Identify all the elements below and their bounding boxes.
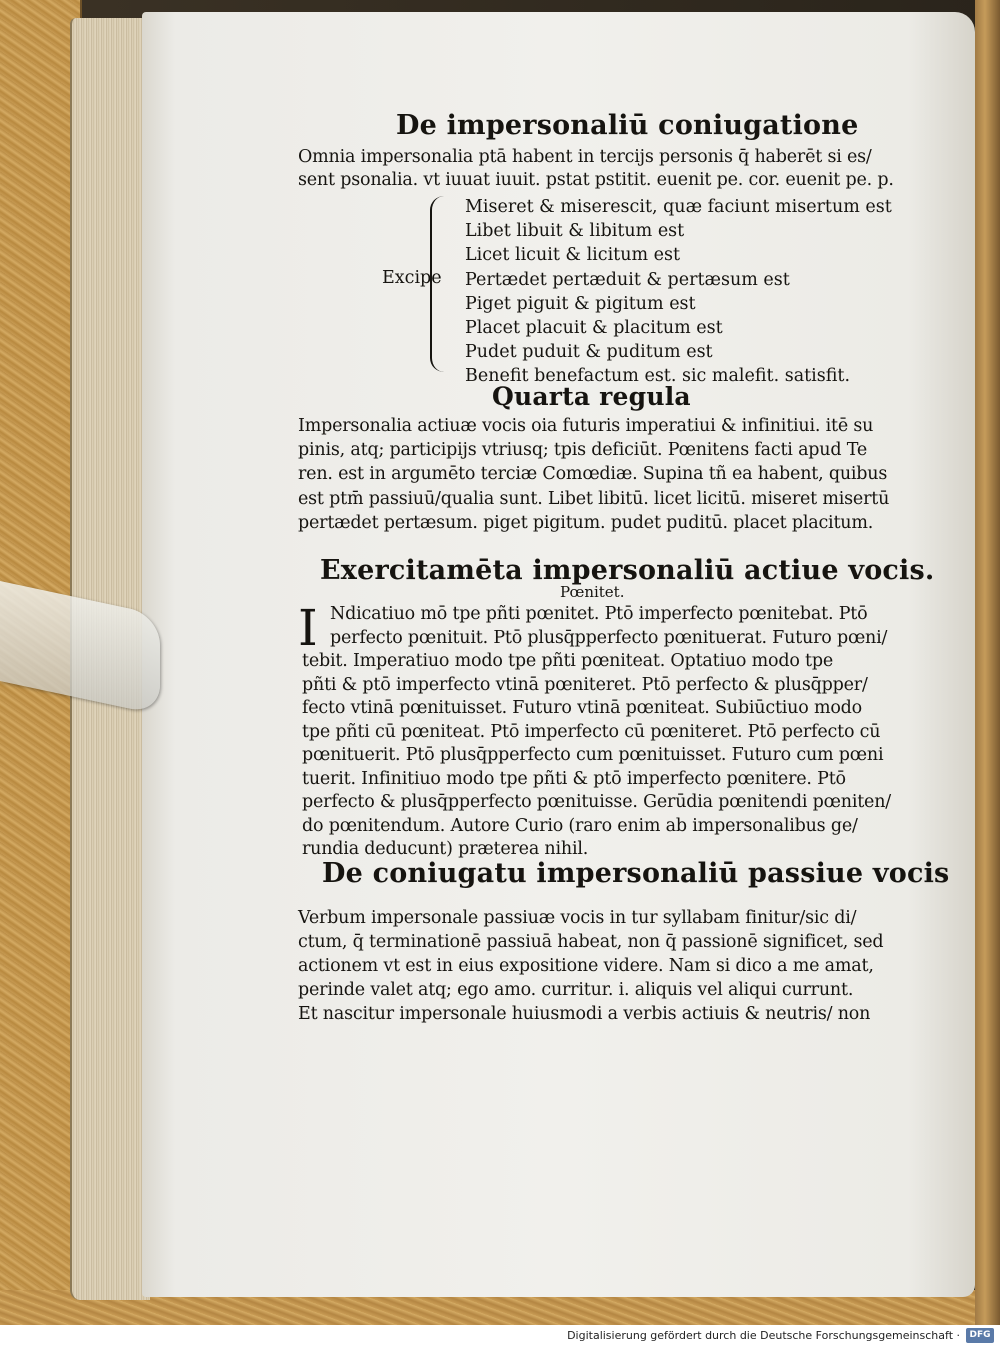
subheading-poenitet: Pœnitet. xyxy=(560,583,625,601)
heading-quarta-regula: Quarta regula xyxy=(492,382,691,411)
drop-cap: I xyxy=(298,599,318,657)
text-line: Et nascitur impersonale huiusmodi a verbis actiuis & neutris/ non xyxy=(298,1004,871,1024)
list-item: Pertædet pertæduit & pertæsum est xyxy=(465,269,790,290)
text-line: ctum, q̄ terminationē passiuā habeat, non q̄ passionē significet, sed xyxy=(298,932,884,952)
text-line: Verbum impersonale passiuæ vocis in tur syllabam finitur/sic di/ xyxy=(298,908,857,928)
book-cover-right xyxy=(975,0,1000,1325)
list-item: Miseret & miserescit, quæ faciunt misertum est xyxy=(465,197,892,217)
text-line: pñti & ptō imperfecto vtinā pœniteret. Ptō perfecto & plusq̄pper/ xyxy=(302,674,868,695)
list-item: Piget piguit & pigitum est xyxy=(465,293,696,314)
text-line: pœnituerit. Ptō plusq̄pperfecto cum pœnituisset. Futuro cum pœni xyxy=(302,745,884,765)
list-item: Pudet puduit & puditum est xyxy=(465,342,713,363)
paragraph-1 xyxy=(298,146,894,192)
list-item: Licet licuit & licitum est xyxy=(465,245,680,266)
text-line: Impersonalia actiuæ vocis oia futuris imperatiui & infinitiui. itē su xyxy=(298,416,874,436)
list-item: Placet placuit & placitum est xyxy=(465,318,723,339)
text-line: Ndicatiuo mō tpe pñti pœnitet. Ptō imperfecto pœnitebat. Ptō xyxy=(330,604,868,624)
excipe-label: Excipe xyxy=(382,268,442,288)
heading-exercitamenta: Exercitamēta impersonaliū actiue vocis. xyxy=(320,555,935,586)
paragraph-4 xyxy=(298,906,883,1026)
paragraph-2 xyxy=(298,414,889,535)
text-line: est ptm̄ passiuū/qualia sunt. Libet libitū. licet licitū. miseret misertū xyxy=(298,488,890,509)
dfg-logo: DFG xyxy=(966,1328,994,1343)
text-line: actionem vt est in eius expositione videre. Nam si dico a me amat, xyxy=(298,956,874,976)
text-line: do pœnitendum. Autore Curio (raro enim ab impersonalibus ge/ xyxy=(302,815,858,836)
text-line: rundia deducunt) præterea nihil. xyxy=(302,839,589,859)
funding-credit: Digitalisierung gefördert durch die Deutsche Forschungsgemeinschaft · xyxy=(567,1329,960,1342)
excipe-list xyxy=(465,195,892,389)
text-line: tuerit. Infinitiuo modo tpe pñti & ptō imperfecto pœnitere. Ptō xyxy=(302,768,846,789)
text-line: fecto vtinā pœnituisset. Futuro vtinā pœniteat. Subiūctiuo modo xyxy=(302,698,863,718)
text-line: ren. est in argumēto terciæ Comœdiæ. Supina tñ ea habent, quibus xyxy=(298,464,888,485)
paragraph-3-opening xyxy=(330,603,887,650)
text-line: pinis, atq; participijs vtriusq; tpis deficiūt. Pœnitens facti apud Te xyxy=(298,440,868,461)
text-line: sent psonalia. vt iuuat iuuit. pstat pstitit. euenit pe. cor. euenit pe. p. xyxy=(298,170,894,190)
list-item: Libet libuit & libitum est xyxy=(465,221,685,242)
heading-passive-voice: De coniugatu impersonaliū passiue vocis xyxy=(322,858,950,889)
paragraph-3 xyxy=(302,650,891,862)
text-line: Omnia impersonalia ptā habent in tercijs personis q̄ haberēt si es/ xyxy=(298,147,872,167)
digitization-footer xyxy=(0,1325,1000,1347)
text-line: perinde valet atq; ego amo. curritur. i. aliquis vel aliqui currunt. xyxy=(298,980,854,1000)
text-line: pertædet pertæsum. piget pigitum. pudet puditū. placet placitum. xyxy=(298,512,874,533)
text-line: perfecto pœnituit. Ptō plusq̄pperfecto pœnituerat. Futuro pœni/ xyxy=(330,627,888,648)
text-line: tebit. Imperatiuo modo tpe pñti pœniteat. Optatiuo modo tpe xyxy=(302,651,834,671)
text-line: tpe pñti cū pœniteat. Ptō imperfecto cū pœniteret. Ptō perfecto cū xyxy=(302,721,881,742)
text-line: perfecto & plusq̄pperfecto pœnituisse. Gerūdia pœnitendi pœniten/ xyxy=(302,792,891,812)
list-item: Benefit benefactum est. sic malefit. satisfit. xyxy=(465,366,851,387)
heading-impersonal-conjugation: De impersonaliū coniugatione xyxy=(396,110,859,141)
